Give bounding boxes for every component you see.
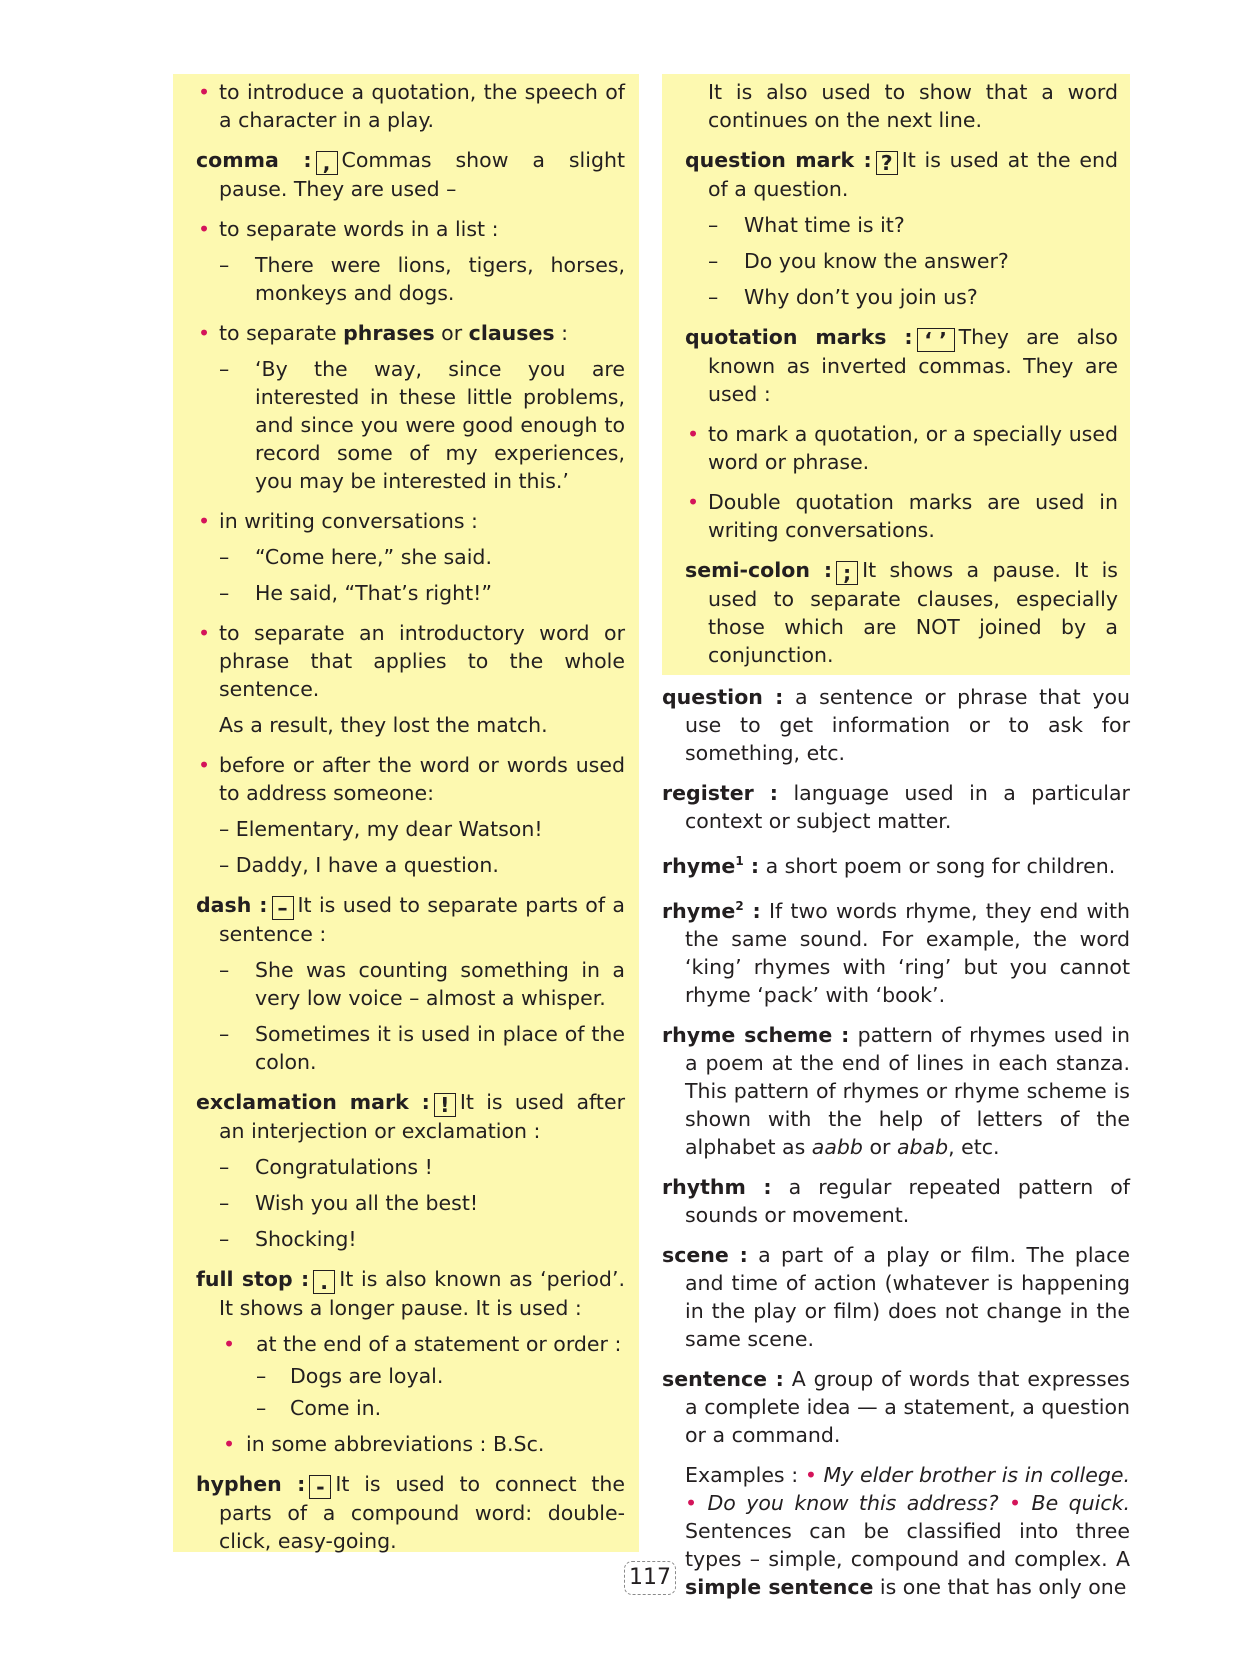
quotation-symbol: ‘ ’ <box>917 328 955 352</box>
example-item: – What time is it? <box>685 211 1118 239</box>
example-item: – He said, “That’s right!” <box>196 579 625 607</box>
term: sentence : <box>662 1366 784 1391</box>
glossary-entry-scene <box>662 1241 1130 1353</box>
text: to separate <box>219 321 344 345</box>
bold-text: clauses <box>468 321 555 345</box>
glossary-entry-semi-colon <box>685 556 1118 669</box>
definition: If two words rhyme, they end with the same sound. For example, the word ‘king’ rhymes with ‘ring’ but you cannot rhyme ‘pack’ with ‘book’. <box>685 898 1130 1007</box>
term: rhythm : <box>662 1174 772 1199</box>
term <box>662 899 761 923</box>
list-item: • in writing conversations : <box>196 507 625 535</box>
glossary-entry-quotation-marks <box>685 323 1118 408</box>
right-column <box>662 74 1130 1601</box>
glossary-entry-rhyme-1 <box>662 847 1130 880</box>
glossary-entry-exclamation-mark <box>196 1088 625 1145</box>
glossary-entry-dash <box>196 891 625 948</box>
italic-example: My elder brother is in college. <box>823 1462 1130 1487</box>
example-item: – Shocking! <box>196 1225 625 1253</box>
exclamation-symbol: ! <box>434 1093 456 1117</box>
example-item: As a result, they lost the match. <box>219 713 548 737</box>
list-item: • to introduce a quotation, the speech of a character in a play. <box>196 78 625 134</box>
text: Sentences can be classified into three types – simple, compound and complex. A <box>685 1518 1130 1571</box>
definition: It is used to separate parts of a sentence : <box>219 893 625 946</box>
example-item: – Do you know the answer? <box>685 247 1118 275</box>
term: exclamation mark : <box>196 1090 430 1114</box>
glossary-entry-question <box>662 683 1130 767</box>
definition: It shows a pause. It is used to separate clauses, especially those which are NOT joined by a conjunction. <box>708 558 1118 667</box>
text: , etc. <box>948 1134 1000 1159</box>
definition: a regular repeated pattern of sounds or movement. <box>685 1174 1130 1227</box>
glossary-list <box>662 675 1130 1601</box>
glossary-entry-full-stop <box>196 1265 625 1322</box>
term-colon: : <box>743 853 760 878</box>
example-item: – Elementary, my dear Watson! <box>219 817 543 841</box>
example-item: – Daddy, I have a question. <box>219 853 499 877</box>
question-mark-symbol: ? <box>876 151 898 175</box>
definition: A group of words that expresses a complete idea — a statement, a question or a command. <box>685 1366 1130 1447</box>
term: hyphen : <box>196 1472 306 1496</box>
term: register : <box>662 781 779 805</box>
definition: It is used to connect the parts of a compound word: double-click, easy-going. <box>219 1472 625 1553</box>
examples-label: Examples : <box>685 1462 805 1487</box>
glossary-entry-rhyme-scheme <box>662 1021 1130 1161</box>
example-item: – There were lions, tigers, horses, monkeys and dogs. <box>196 251 625 307</box>
example-item: – ‘By the way, since you are interested in these little problems, and since you were good enough to record some of my experiences, you may be interested in this.’ <box>196 355 625 495</box>
term: semi-colon : <box>685 558 833 582</box>
text: : <box>554 321 569 345</box>
continued-text: It is also used to show that a word continues on the next line. <box>708 80 1118 132</box>
term-text: rhyme <box>662 898 736 923</box>
italic-example: aabb <box>811 1134 863 1159</box>
definition: a part of a play or film. The place and time of action (whatever is happening in the play or film) does not change in the same scene. <box>685 1242 1130 1351</box>
example-item: – Dogs are loyal. <box>196 1362 625 1390</box>
example-item: – Come in. <box>196 1394 625 1422</box>
definition: language used in a particular context or subject matter. <box>685 781 1130 833</box>
definition: a short poem or song for children. <box>765 853 1116 878</box>
definition: They are also known as inverted commas. They are used : <box>708 325 1118 406</box>
bullet-icon: • <box>804 1462 817 1487</box>
term: scene : <box>662 1242 748 1267</box>
list-item: • before or after the word or words used to address someone: <box>196 751 625 807</box>
page-number: 117 <box>624 1561 676 1595</box>
list-item: • to mark a quotation, or a specially used word or phrase. <box>685 420 1118 476</box>
term <box>662 854 759 878</box>
italic-example: Be quick. <box>1031 1490 1130 1515</box>
term: comma : <box>196 148 312 172</box>
term: dash : <box>196 893 268 917</box>
example-item: – Sometimes it is used in place of the colon. <box>196 1020 625 1076</box>
example-item: – Congratulations ! <box>196 1153 625 1181</box>
list-item: • in some abbreviations : B.Sc. <box>196 1430 625 1458</box>
example-item: – “Come here,” she said. <box>196 543 625 571</box>
semi-colon-symbol: ; <box>836 561 858 585</box>
definition: pattern of rhymes used in a poem at the end of lines in each stanza. This pattern of rhymes or rhyme scheme is shown with the help of letters of the alphabet as <box>685 1022 1130 1159</box>
definition: It is used at the end of a question. <box>708 148 1118 201</box>
glossary-entry-sentence <box>662 1365 1130 1449</box>
bullet-icon: • <box>1009 1490 1022 1515</box>
term: full stop : <box>196 1267 310 1291</box>
term: quotation marks : <box>685 325 913 349</box>
text: is one that has only one <box>873 1574 1127 1599</box>
comma-symbol: , <box>316 151 338 175</box>
list-item: • to separate words in a list : <box>196 215 625 243</box>
glossary-entry-rhythm <box>662 1173 1130 1229</box>
list-item <box>196 319 625 347</box>
term-text: rhyme <box>662 853 736 878</box>
example-item: – Why don’t you join us? <box>685 283 1118 311</box>
example-item: – Wish you all the best! <box>196 1189 625 1217</box>
bold-text: phrases <box>343 321 435 345</box>
example-item: – She was counting something in a very low voice – almost a whisper. <box>196 956 625 1012</box>
definition: Commas show a slight pause. They are used – <box>219 148 625 201</box>
highlight-box <box>662 74 1130 675</box>
term: question mark : <box>685 148 872 172</box>
superscript: 2 <box>735 898 744 913</box>
bullet-icon: • <box>685 1490 698 1515</box>
superscript: 1 <box>735 854 744 868</box>
glossary-entry-register <box>662 779 1130 835</box>
list-item: • at the end of a statement or order : <box>196 1330 625 1358</box>
full-stop-symbol: . <box>313 1270 335 1294</box>
glossary-entry-comma <box>196 146 625 203</box>
term: question : <box>662 685 784 709</box>
list-item: • to separate an introductory word or phrase that applies to the whole sentence. <box>196 619 625 703</box>
text: or <box>434 321 469 345</box>
dash-symbol: – <box>272 896 294 920</box>
list-item: • Double quotation marks are used in writing conversations. <box>685 488 1118 544</box>
italic-example: Do you know this address? <box>707 1490 999 1515</box>
sentence-examples <box>662 1461 1130 1601</box>
glossary-entry-hyphen <box>196 1470 625 1555</box>
italic-example: abab <box>896 1134 949 1159</box>
hyphen-symbol: - <box>309 1475 331 1499</box>
text: or <box>862 1134 897 1159</box>
glossary-entry-rhyme-2 <box>662 892 1130 1009</box>
glossary-entry-question-mark <box>685 146 1118 203</box>
left-column <box>173 74 639 1552</box>
term-colon: : <box>743 898 761 923</box>
definition: It is used after an interjection or exclamation : <box>219 1090 625 1143</box>
bold-text: simple sentence <box>685 1574 874 1599</box>
definition: It is also known as ‘period’. It shows a longer pause. It is used : <box>219 1267 625 1320</box>
term: rhyme scheme : <box>662 1022 850 1047</box>
definition: a sentence or phrase that you use to get information or to ask for something, etc. <box>685 685 1130 765</box>
